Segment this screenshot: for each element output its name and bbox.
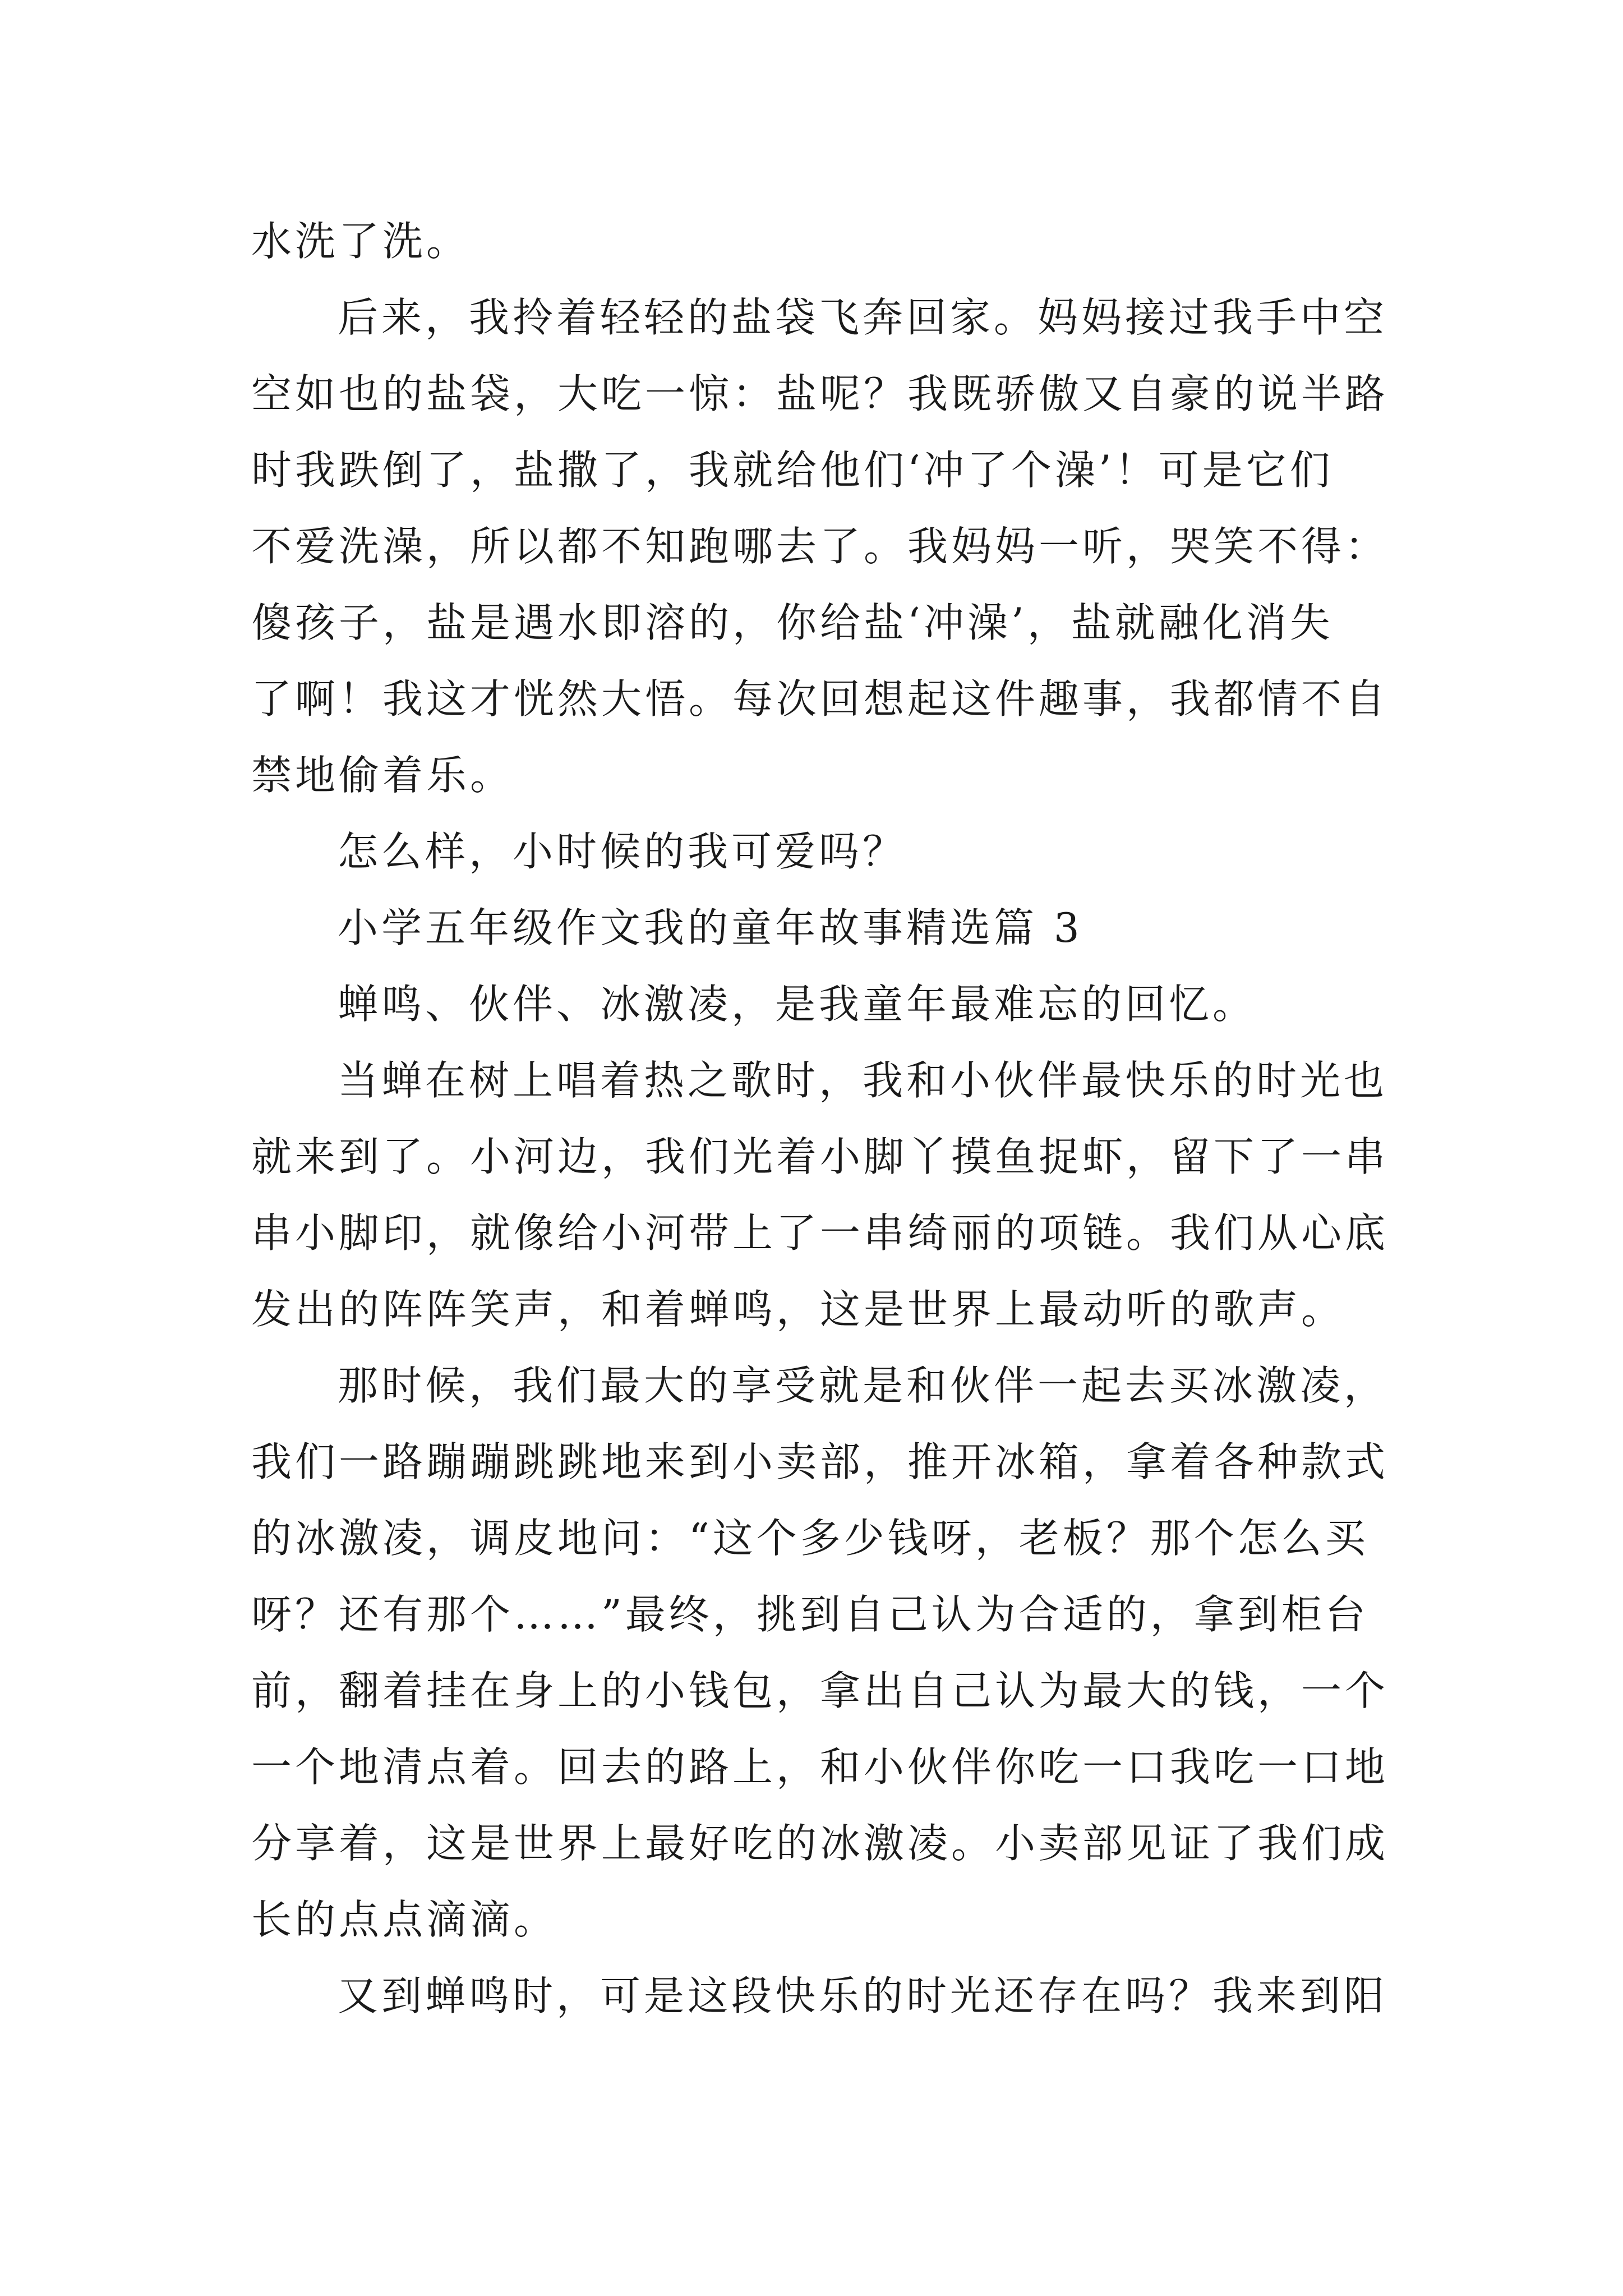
text-line: 又到蝉鸣时，可是这段快乐的时光还存在吗？我来到阳 — [338, 1972, 1388, 2019]
text-line: 当蝉在树上唱着热之歌时，我和小伙伴最快乐的时光也 — [338, 1057, 1388, 1104]
text-line: 的冰激凌，调皮地问：“这个多少钱呀，老板？那个怎么买 — [251, 1515, 1369, 1562]
section-heading: 小学五年级作文我的童年故事精选篇 3 — [338, 904, 1083, 951]
text-line: 呀？还有那个……”最终，挑到自己认为合适的，拿到柜台 — [251, 1591, 1369, 1638]
text-line: 就来到了。小河边，我们光着小脚丫摸鱼捉虾，留下了一串 — [251, 1133, 1389, 1180]
text-line: 傻孩子，盐是遇水即溶的，你给盐‘冲澡’，盐就融化消失 — [251, 599, 1334, 646]
text-line: 我们一路蹦蹦跳跳地来到小卖部，推开冰箱，拿着各种款式 — [251, 1438, 1389, 1485]
text-line: 不爱洗澡，所以都不知跑哪去了。我妈妈一听，哭笑不得： — [251, 523, 1389, 570]
text-line: 后来，我拎着轻轻的盐袋飞奔回家。妈妈接过我手中空 — [338, 294, 1388, 341]
text-line: 水洗了洗。 — [251, 218, 471, 265]
text-line: 怎么样，小时候的我可爱吗？ — [338, 828, 907, 875]
text-line: 禁地偷着乐。 — [251, 752, 514, 799]
text-line: 蝉鸣、伙伴、冰激凌，是我童年最难忘的回忆。 — [338, 981, 1257, 1028]
essay-text — [251, 203, 1389, 2034]
text-line: 时我跌倒了，盐撒了，我就给他们‘冲了个澡’！可是它们 — [251, 447, 1334, 494]
text-line: 了啊！我这才恍然大悟。每次回想起这件趣事，我都情不自 — [251, 675, 1389, 723]
text-line: 发出的阵阵笑声，和着蝉鸣，这是世界上最动听的歌声。 — [251, 1286, 1345, 1333]
text-line: 那时候，我们最大的享受就是和伙伴一起去买冰激凌， — [338, 1362, 1388, 1409]
text-line: 分享着，这是世界上最好吃的冰激凌。小卖部见证了我们成 — [251, 1820, 1389, 1867]
text-line: 一个地清点着。回去的路上，和小伙伴你吃一口我吃一口地 — [251, 1743, 1389, 1791]
text-line: 空如也的盐袋，大吃一惊：盐呢？我既骄傲又自豪的说半路 — [251, 370, 1389, 417]
text-line: 长的点点滴滴。 — [251, 1896, 558, 1943]
text-line: 串小脚印，就像给小河带上了一串绮丽的项链。我们从心底 — [251, 1209, 1389, 1257]
text-line: 前，翻着挂在身上的小钱包，拿出自己认为最大的钱，一个 — [251, 1667, 1389, 1714]
